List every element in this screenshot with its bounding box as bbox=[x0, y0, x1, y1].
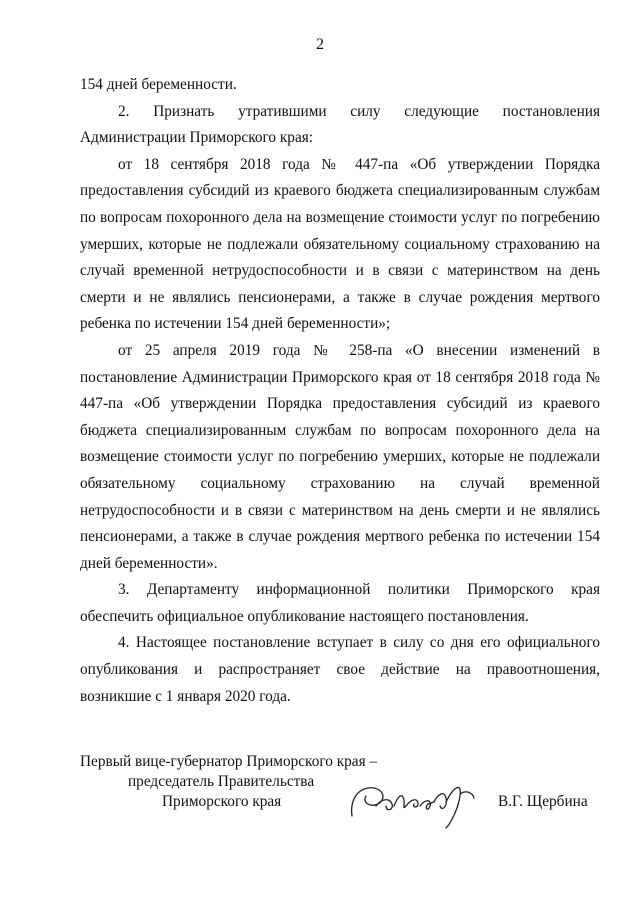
signatory-name: В.Г. Щербина bbox=[498, 793, 588, 810]
document-body bbox=[80, 72, 600, 710]
paragraph-item-2: 2. Признать утратившими силу следующие постановления Администрации Приморского края: bbox=[80, 102, 600, 147]
signature-block bbox=[80, 752, 620, 812]
handwritten-signature bbox=[342, 772, 492, 832]
signatory-title-line1: Первый вице-губернатор Приморского края – bbox=[80, 753, 378, 770]
paragraph-continuation: 154 дней беременности. bbox=[80, 76, 237, 93]
paragraph-item-3: 3. Департаменту информационной политики Приморского края обеспечить официальное опубликование настоящего постановления. bbox=[80, 581, 600, 625]
paragraph-resolution-447: от 18 сентября 2018 года № 447-па «Об утверждении Порядка предоставления субсидий из краевого бюджета специализированным службам по вопросам похоронного дела на возмещение стоимости услуг по погребению умерших, которые не подлежали обязательному социальному страхованию на случай временной нетрудоспособности и в связи с материнством на день смерти и не являлись пенсионерами, а также в случае рождения мертвого ребенка по истечении 154 дней беременности»; bbox=[80, 155, 600, 333]
paragraph-resolution-258: от 25 апреля 2019 года № 258-па «О внесении изменений в постановление Администрации Приморского края от 18 сентября 2018 года № 447-па «Об утверждении Порядка предоставления субсидий из краевого бюджета специализированным службам по вопросам похоронного дела на возмещение стоимости услуг по погребению умерших, которые не подлежали обязательному социальному страхованию на случай временной нетрудоспособности и в связи с материнством на день смерти и не являлись пенсионерами, а также в случае рождения мертвого ребенка по истечении 154 дней беременности». bbox=[80, 341, 600, 572]
page-number: 2 bbox=[316, 36, 324, 53]
paragraph-item-4: 4. Настоящее постановление вступает в силу со дня его официального опубликования и распространяет свое действие на правоотношения, возникшие с 1 января 2020 года. bbox=[80, 634, 600, 705]
signatory-title-line2: председатель Правительства bbox=[128, 773, 315, 790]
signatory-title-line3: Приморского края bbox=[162, 793, 282, 810]
